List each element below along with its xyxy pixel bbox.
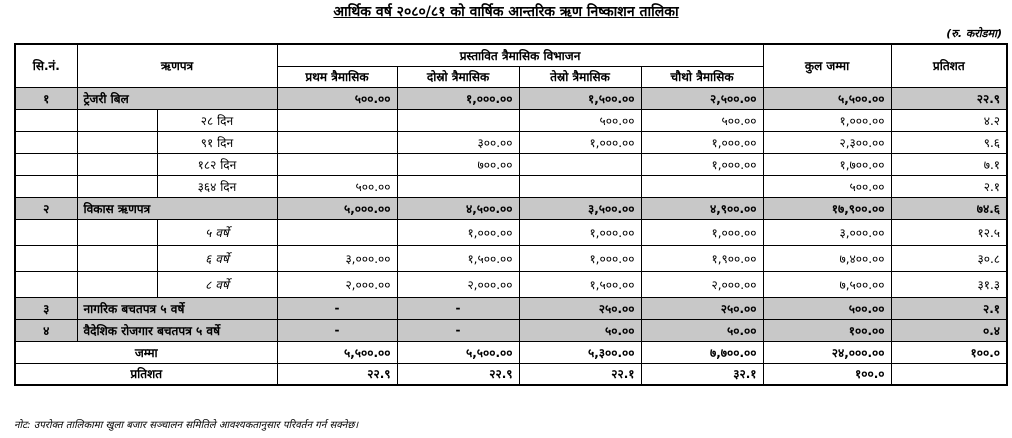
percent-label: प्रतिशत	[15, 363, 277, 385]
header-instrument: ऋणपत्र	[77, 44, 277, 87]
cell-q4: १,०००.००	[641, 153, 763, 175]
cell-q1: -	[277, 319, 397, 341]
cell-q3	[519, 175, 641, 197]
table-row	[15, 153, 1007, 175]
table-row	[15, 87, 1007, 109]
total-q2: ५,५००.००	[397, 341, 519, 363]
header-percent: प्रतिशत	[891, 44, 1007, 87]
table-row	[15, 245, 1007, 271]
cell-total: २,३००.००	[763, 131, 891, 153]
percent-row	[15, 363, 1007, 385]
table-row	[15, 175, 1007, 197]
cell-q1	[277, 109, 397, 131]
cell-total: १,७००.००	[763, 153, 891, 175]
cell-q1: २,०००.००	[277, 271, 397, 297]
pct-q3: २२.१	[519, 363, 641, 385]
row-name: विकास ऋणपत्र	[77, 197, 277, 219]
table-row	[15, 271, 1007, 297]
pct-total: १००.०	[763, 363, 891, 385]
cell-q4: १,९००.००	[641, 245, 763, 271]
cell-total: ५००.००	[763, 175, 891, 197]
row-sn: ३	[15, 297, 77, 319]
cell-q3: १,०००.००	[519, 219, 641, 245]
cell-q2: १,५००.००	[397, 245, 519, 271]
cell-total: ५,५००.००	[763, 87, 891, 109]
row-sub: ६ वर्षे	[157, 245, 277, 271]
cell-pct: ७४.६	[891, 197, 1007, 219]
row-sn: १	[15, 87, 77, 109]
cell-total: १,०००.००	[763, 109, 891, 131]
cell-q3: ५०.००	[519, 319, 641, 341]
cell-total: १७,९००.००	[763, 197, 891, 219]
cell-q3: ५००.००	[519, 109, 641, 131]
cell-q2: ४,५००.००	[397, 197, 519, 219]
cell-q4: १,०००.००	[641, 131, 763, 153]
cell-pct: ०.४	[891, 319, 1007, 341]
cell-q2: -	[397, 297, 519, 319]
cell-q2	[397, 175, 519, 197]
total-q3: ५,३००.००	[519, 341, 641, 363]
totals-label: जम्मा	[15, 341, 277, 363]
cell-pct: ९.६	[891, 131, 1007, 153]
row-sub: २८ दिन	[157, 109, 277, 131]
table-row	[15, 197, 1007, 219]
cell-q2	[397, 109, 519, 131]
table-row	[15, 109, 1007, 131]
row-sub: ९१ दिन	[157, 131, 277, 153]
cell-pct: ७.१	[891, 153, 1007, 175]
cell-q3	[519, 153, 641, 175]
totals-row	[15, 341, 1007, 363]
total-pct: १००.०	[891, 341, 1007, 363]
row-sub: १८२ दिन	[157, 153, 277, 175]
cell-total: ७,५००.००	[763, 271, 891, 297]
cell-pct: ३०.८	[891, 245, 1007, 271]
footnote: नोट: उपरोक्त तालिकामा खुला बजार सञ्चालन समितिले आवश्यकतानुसार परिवर्तन गर्न सक्नेछ।	[14, 420, 359, 431]
row-sn: ४	[15, 319, 77, 341]
cell-pct: ४.२	[891, 109, 1007, 131]
cell-q1: ५००.००	[277, 87, 397, 109]
header-q1: प्रथम त्रैमासिक	[277, 66, 397, 87]
cell-pct: १२.५	[891, 219, 1007, 245]
header-q2: दोस्रो त्रैमासिक	[397, 66, 519, 87]
cell-q4: ५०.००	[641, 319, 763, 341]
header-total: कुल जम्मा	[763, 44, 891, 87]
cell-q1: -	[277, 297, 397, 319]
cell-q4: २५०.००	[641, 297, 763, 319]
table-row	[15, 319, 1007, 341]
cell-q1	[277, 153, 397, 175]
cell-pct: ३१.३	[891, 271, 1007, 297]
cell-q3: १,०००.००	[519, 245, 641, 271]
cell-pct: २.१	[891, 175, 1007, 197]
row-name: वैदेशिक रोजगार बचतपत्र ५ वर्षे	[77, 319, 277, 341]
cell-q4: २,०००.००	[641, 271, 763, 297]
debt-issuance-table	[14, 43, 1008, 386]
pct-q4: ३२.१	[641, 363, 763, 385]
cell-q2: २,०००.००	[397, 271, 519, 297]
total-q4: ७,७००.००	[641, 341, 763, 363]
cell-q3: ३,५००.००	[519, 197, 641, 219]
cell-q4	[641, 175, 763, 197]
cell-q3: १,५००.००	[519, 87, 641, 109]
cell-q3: २५०.००	[519, 297, 641, 319]
header-proposed: प्रस्तावित त्रैमासिक विभाजन	[277, 44, 763, 66]
cell-pct: २.१	[891, 297, 1007, 319]
cell-total: ३,०००.००	[763, 219, 891, 245]
pct-empty	[891, 363, 1007, 385]
total-total: २४,०००.००	[763, 341, 891, 363]
cell-q3: १,५००.००	[519, 271, 641, 297]
total-q1: ५,५००.००	[277, 341, 397, 363]
row-sub: ३६४ दिन	[157, 175, 277, 197]
header-q4: चौथो त्रैमासिक	[641, 66, 763, 87]
table-row	[15, 297, 1007, 319]
cell-q1: ५,०००.००	[277, 197, 397, 219]
row-name: नागरिक बचतपत्र ५ वर्षे	[77, 297, 277, 319]
cell-q4: ४,९००.००	[641, 197, 763, 219]
cell-q4: २,५००.००	[641, 87, 763, 109]
cell-q1	[277, 219, 397, 245]
cell-q2: १,०००.००	[397, 219, 519, 245]
header-sn: सि.नं.	[15, 44, 77, 87]
cell-q2: ७००.००	[397, 153, 519, 175]
cell-total: १००.००	[763, 319, 891, 341]
pct-q2: २२.९	[397, 363, 519, 385]
cell-q3: १,०००.००	[519, 131, 641, 153]
cell-q2: -	[397, 319, 519, 341]
cell-q4: १,०००.००	[641, 219, 763, 245]
cell-q2: १,०००.००	[397, 87, 519, 109]
row-sub: ८ वर्षे	[157, 271, 277, 297]
table-row	[15, 219, 1007, 245]
cell-q2: ३००.००	[397, 131, 519, 153]
cell-q1: ३,०००.००	[277, 245, 397, 271]
header-q3: तेस्रो त्रैमासिक	[519, 66, 641, 87]
cell-q1: ५००.००	[277, 175, 397, 197]
cell-q4: ५००.००	[641, 109, 763, 131]
cell-q1	[277, 131, 397, 153]
row-sub: ५ वर्षे	[157, 219, 277, 245]
row-name: ट्रेजरी बिल	[77, 87, 277, 109]
pct-q1: २२.९	[277, 363, 397, 385]
cell-total: ७,४००.००	[763, 245, 891, 271]
page-title: आर्थिक वर्ष २०८०/८१ को वार्षिक आन्तरिक ऋण निष्काशन तालिका	[333, 4, 679, 20]
cell-total: ५००.००	[763, 297, 891, 319]
table-row	[15, 131, 1007, 153]
cell-pct: २२.९	[891, 87, 1007, 109]
unit-label: (रु. करोडमा)	[946, 27, 1002, 40]
row-sn: २	[15, 197, 77, 219]
